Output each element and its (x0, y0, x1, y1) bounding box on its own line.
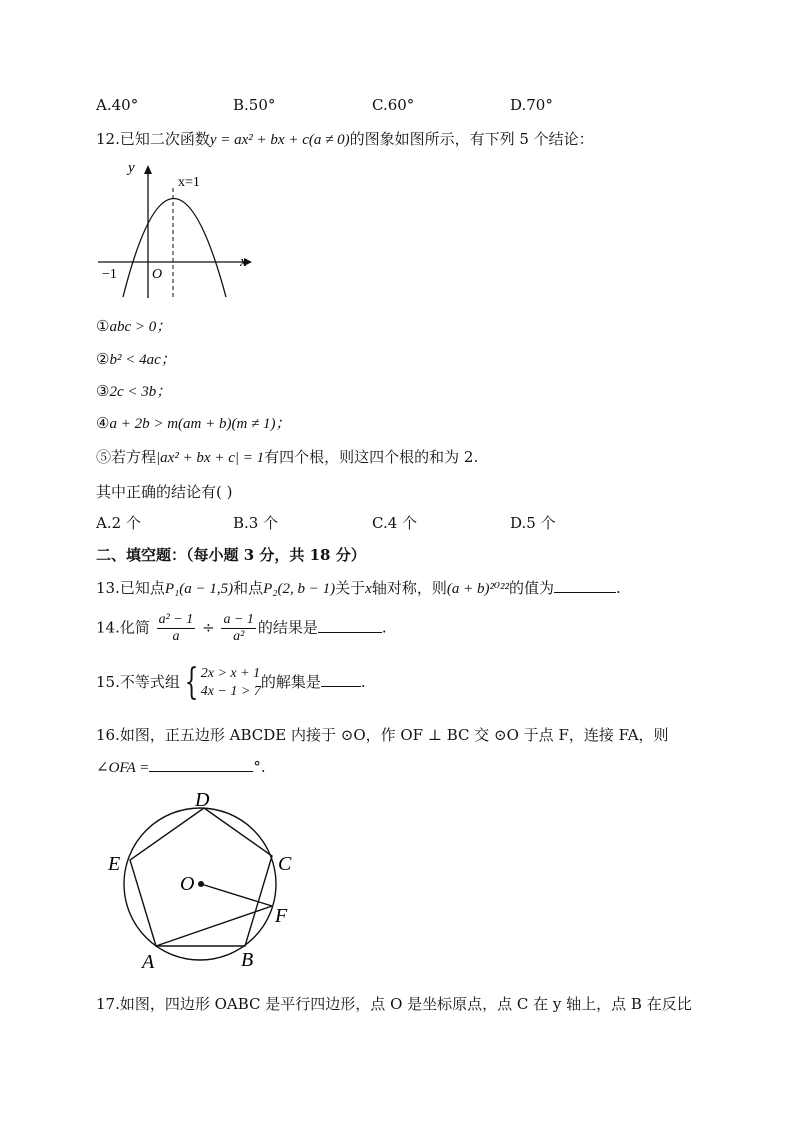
q15-brace: { (184, 662, 199, 703)
q12-question: 其中正确的结论有( ) (96, 483, 233, 501)
q16-answer-blank[interactable] (149, 757, 253, 772)
q12-option-d: D.5 个 (510, 514, 556, 532)
q13-mid: 和点 (233, 579, 264, 597)
neg-one-label: −1 (102, 267, 117, 282)
q14-post: 的结果是 (257, 618, 318, 637)
fraction-denominator: a² (233, 629, 245, 644)
q15-pre: 15.不等式组 (96, 673, 180, 691)
q12-statement-1 (96, 315, 171, 336)
statement-marker: ① (96, 317, 110, 335)
q14-end: . (381, 618, 387, 637)
q16-angle: ∠OFA = (96, 760, 150, 776)
q14-fraction-1 (157, 612, 196, 645)
q15-row-1: 2x > x + 1 (200, 666, 261, 681)
q13-post: 的值为 (508, 579, 554, 597)
q14-division-sign: ÷ (202, 618, 215, 637)
parabola-curve (123, 199, 226, 298)
label-e: E (108, 853, 121, 875)
q12-option-b: B.3 个 (233, 514, 279, 532)
q13-point-p2: P₂(2, b − 1) (263, 581, 336, 597)
q15-end: . (360, 673, 366, 691)
q14-pre: 14.化简 (96, 618, 150, 637)
q16-line-2 (96, 757, 266, 777)
label-d: D (195, 789, 210, 811)
q12-parabola-graph (96, 160, 256, 300)
q12-option-a: A.2 个 (96, 514, 141, 532)
label-c: C (278, 853, 292, 875)
q13-pre: 13.已知点 (96, 579, 165, 597)
segment-fa (156, 906, 272, 946)
q12-statement-4 (96, 412, 291, 433)
q14 (96, 612, 387, 645)
q12-formula: y = ax² + bx + c(a ≠ 0) (209, 132, 350, 148)
statement-expr: b² < 4ac； (109, 352, 176, 368)
q12-statement-5 (96, 446, 478, 467)
q12-suffix: 的图象如图所示，有下列 5 个结论： (349, 130, 594, 148)
fraction-numerator: a² − 1 (158, 612, 194, 627)
q12-prefix: 12.已知二次函数 (96, 130, 210, 148)
q16-end: °. (253, 758, 266, 776)
q12-statement-3 (96, 380, 171, 401)
statement-expr: |ax² + bx + c| = 1 (156, 450, 265, 466)
statement-expr: abc > 0； (109, 319, 172, 335)
y-axis-arrow (144, 165, 152, 174)
segment-of (201, 884, 272, 906)
statement-marker: ② (96, 350, 110, 368)
label-f: F (275, 905, 288, 927)
q11-option-a: A.40° (96, 96, 139, 114)
q15-post: 的解集是 (260, 673, 321, 691)
q13-answer-blank[interactable] (554, 578, 616, 593)
q12-statement-2 (96, 348, 176, 369)
origin-label: O (152, 267, 163, 282)
statement-post: 有四个根，则这四个根的和为 2. (264, 448, 479, 466)
center-point (198, 881, 204, 887)
q11-option-d: D.70° (510, 96, 553, 114)
statement-marker: ⑤ (96, 448, 112, 466)
q17-line-1: 17.如图，四边形 OABC 是平行四边形，点 O 是坐标原点，点 C 在 y 轴上，点 B 在反比 (96, 995, 692, 1013)
statement-marker: ④ (96, 414, 110, 432)
q13-mid3: 轴对称，则 (371, 579, 447, 597)
fraction-denominator: a (172, 629, 180, 644)
q13 (96, 577, 621, 598)
statement-marker: ③ (96, 382, 110, 400)
q15-row-2: 4x − 1 > 7 (200, 684, 261, 699)
q13-mid2: 关于 (335, 579, 366, 597)
q12-stem (96, 128, 594, 149)
q11-option-b: B.50° (233, 96, 276, 114)
q13-point-p1: P₁(a − 1,5) (164, 581, 234, 597)
q14-fraction-2 (221, 612, 255, 645)
q15-answer-blank[interactable] (321, 672, 361, 687)
q16-pentagon-figure (100, 786, 310, 976)
fraction-numerator: a − 1 (223, 612, 254, 627)
pentagon-abcde (130, 808, 272, 946)
q15-system (201, 665, 261, 701)
symmetry-line-label: x=1 (178, 175, 200, 190)
q11-option-c: C.60° (372, 96, 415, 114)
statement-expr: 2c < 3b； (109, 384, 172, 400)
q13-axis: x (365, 581, 372, 597)
section-2-heading: 二、填空题：（每小题 3 分，共 18 分） (96, 546, 366, 564)
x-axis-label: x (240, 254, 247, 270)
q12-option-c: C.4 个 (372, 514, 418, 532)
statement-pre: 若方程 (111, 448, 157, 466)
q16-line-1: 16.如图，正五边形 ABCDE 内接于 ⊙O，作 OF ⊥ BC 交 ⊙O 于点 F，连接 FA，则 (96, 726, 669, 744)
label-o: O (180, 873, 195, 895)
q13-end: . (615, 579, 621, 597)
y-axis-label: y (128, 160, 135, 176)
q14-answer-blank[interactable] (318, 618, 382, 633)
statement-expr: a + 2b > m(am + b)(m ≠ 1)； (109, 416, 291, 432)
q15 (96, 662, 366, 703)
label-a: A (142, 951, 155, 973)
q13-expr: (a + b)²⁰²² (446, 581, 509, 597)
label-b: B (241, 949, 254, 971)
